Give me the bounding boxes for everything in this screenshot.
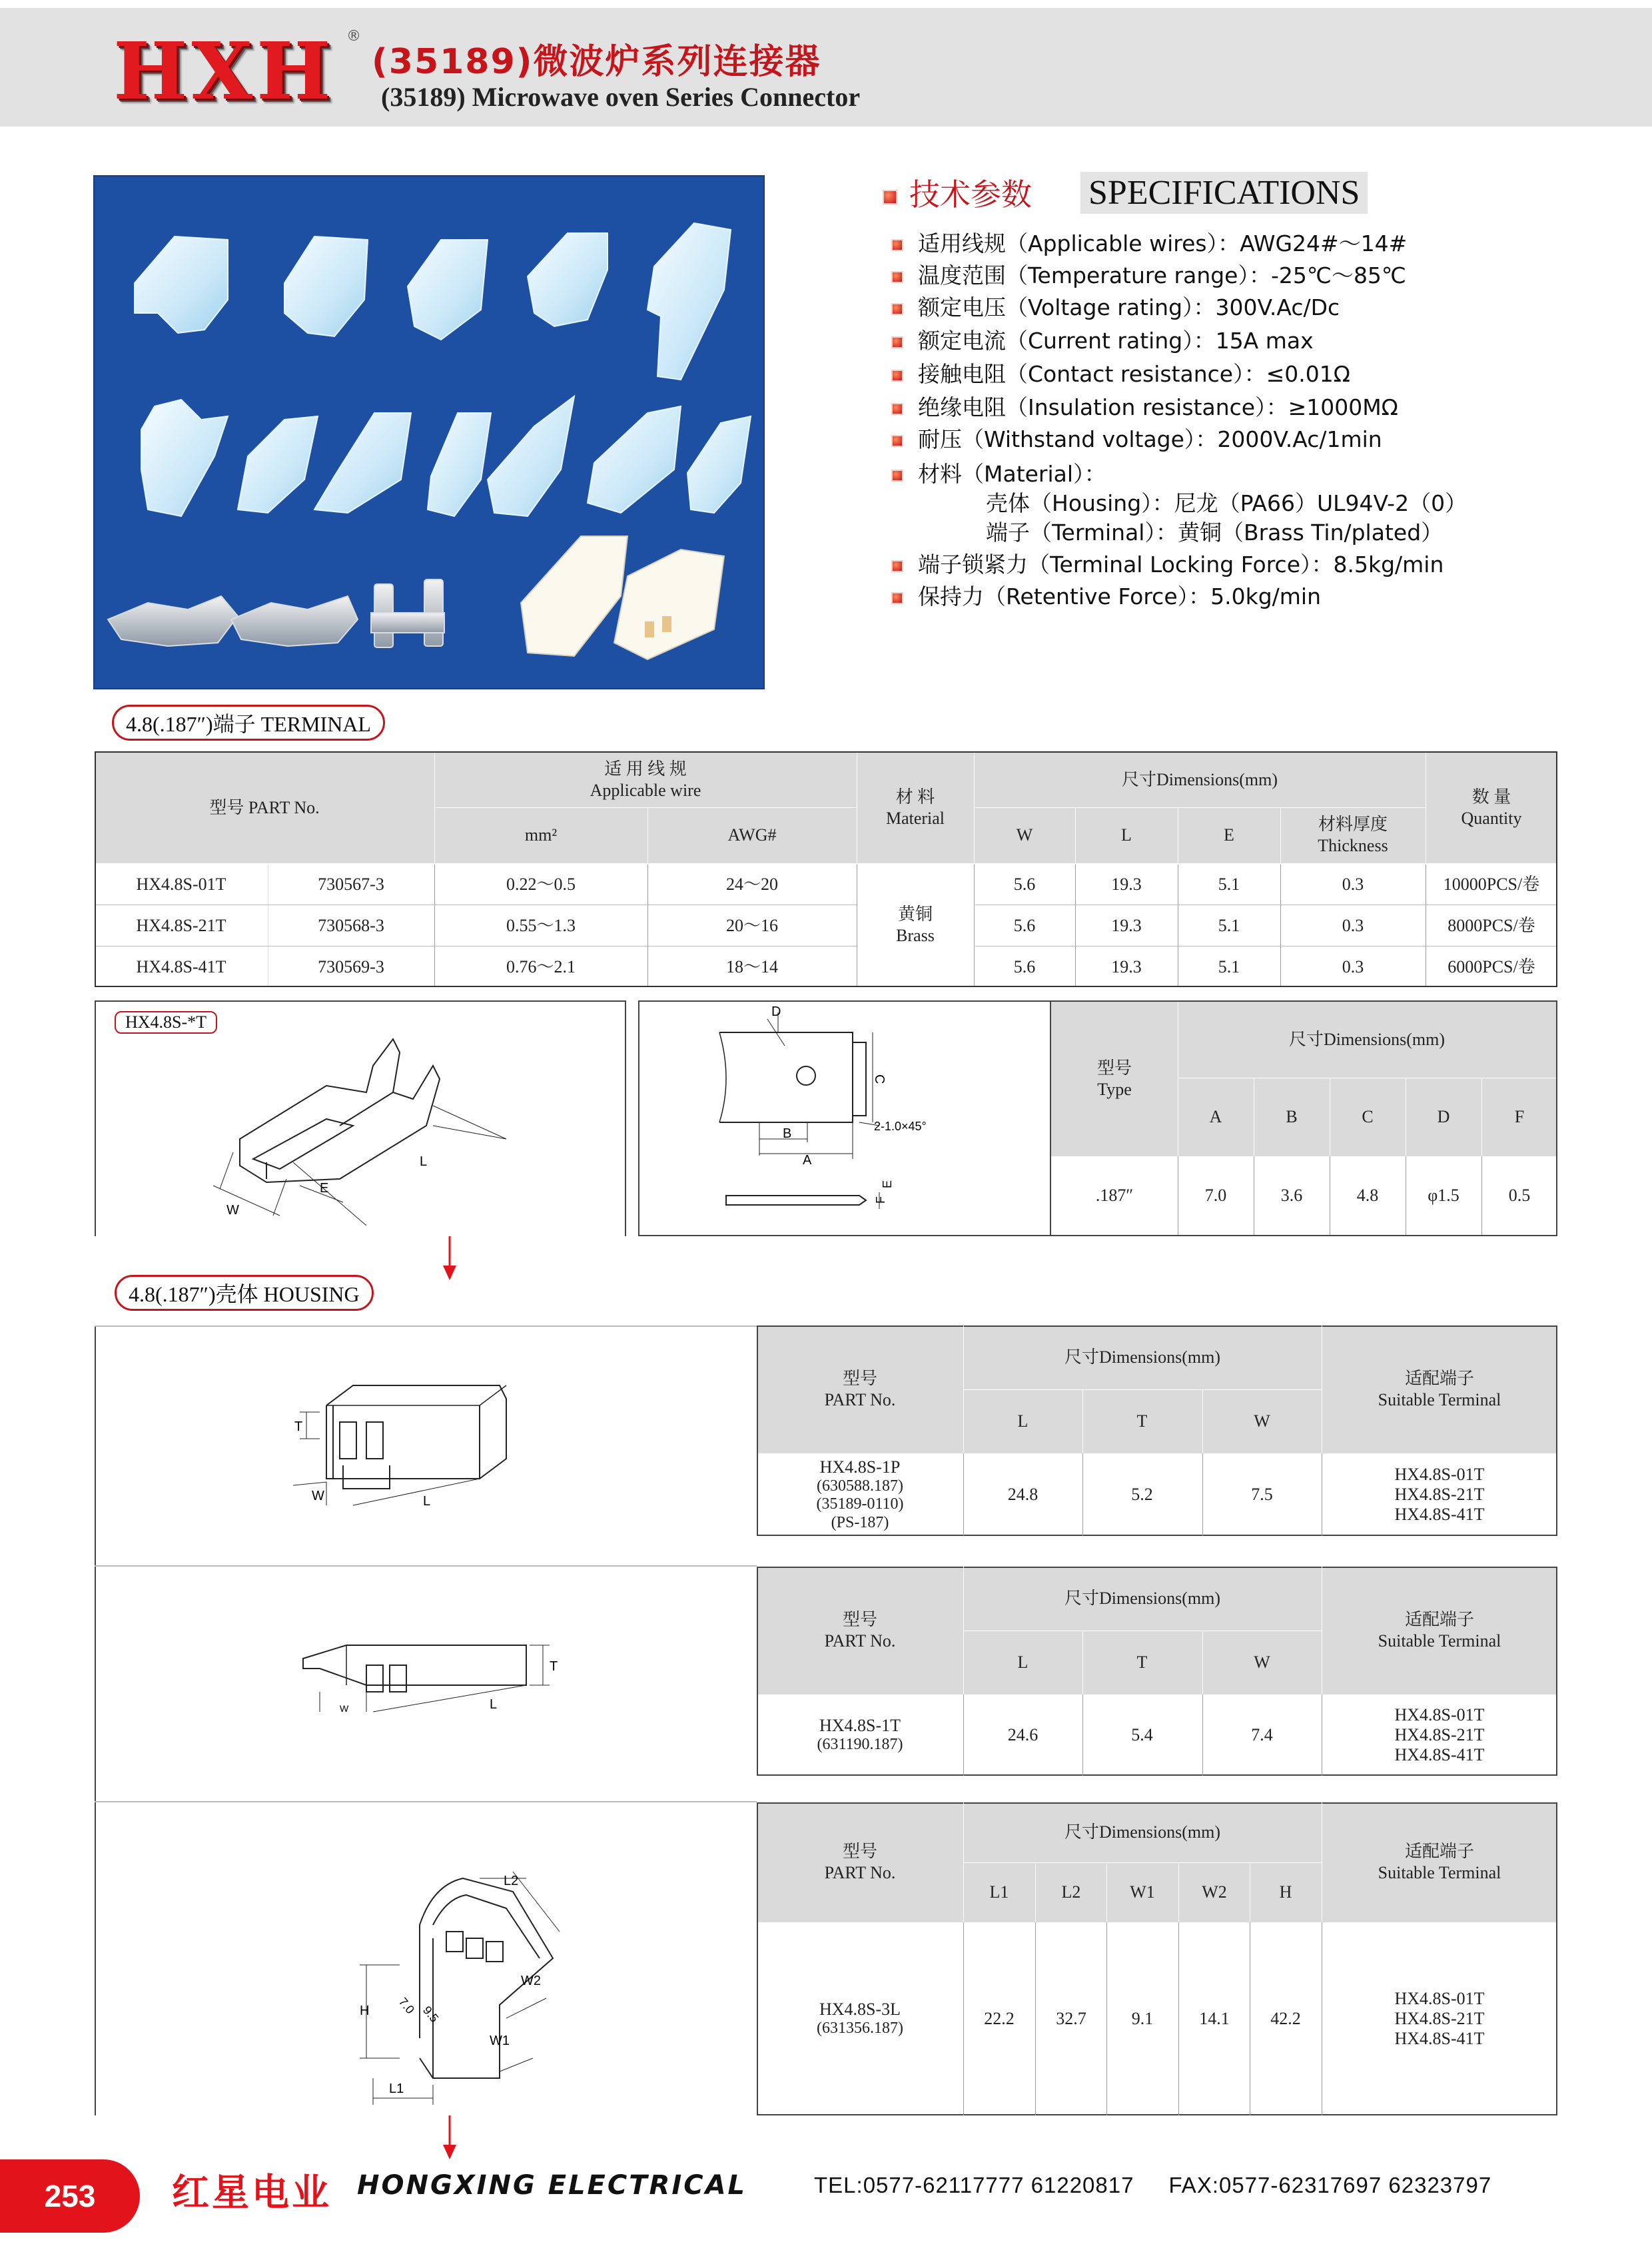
terminal-cell-mm2: 0.55～1.3 bbox=[506, 915, 576, 935]
terminal-cell-w: 5.6 bbox=[1013, 915, 1036, 935]
bullet-icon bbox=[891, 403, 903, 415]
col-dimensions: 尺寸Dimensions(mm) bbox=[1122, 769, 1278, 789]
housing-col-header: L2 bbox=[1061, 1882, 1081, 1902]
spec-row: 耐压（Withstand voltage）：2000V.Ac/1min bbox=[891, 422, 1382, 454]
terminal-section-label: 4.8(.187″)端子 TERMINAL bbox=[112, 705, 385, 741]
col-suitable-terminal: 适配端子 Suitable Terminal bbox=[1378, 1368, 1501, 1409]
type-col-value: 3.6 bbox=[1280, 1185, 1303, 1205]
spec-row: 额定电压（Voltage rating）：300V.Ac/Dc bbox=[891, 290, 1340, 322]
housing-col-value: 42.2 bbox=[1270, 2008, 1301, 2028]
col-material: 材 料 Material bbox=[885, 787, 945, 828]
housing-col-header: W bbox=[1254, 1411, 1270, 1431]
terminal-cell-qty: 8000PCS/卷 bbox=[1447, 915, 1535, 935]
terminal-cell-awg: 18～14 bbox=[725, 956, 778, 976]
dim-letter-l: L bbox=[420, 1154, 428, 1169]
spec-row: 温度范围（Temperature range）：-25℃～85℃ bbox=[891, 258, 1406, 290]
housing-col-header: L bbox=[1017, 1652, 1029, 1672]
terminal-cell-awg: 24～20 bbox=[725, 874, 778, 894]
dim-letter-w2: W2 bbox=[521, 1974, 541, 1988]
terminal-drawing-label: HX4.8S-*T bbox=[115, 1011, 217, 1034]
housing-col-header: W bbox=[1254, 1652, 1270, 1672]
housing-3l-drawing bbox=[346, 1858, 600, 2111]
brand-name-en: HONGXING ELECTRICAL bbox=[357, 2170, 747, 2201]
terminal-cell-w: 5.6 bbox=[1013, 874, 1036, 894]
brand-name-cn: 红星电业 bbox=[172, 2171, 332, 2215]
terminal-cell-part: HX4.8S-01T bbox=[136, 874, 226, 894]
dim-letter-a: A bbox=[803, 1153, 812, 1168]
housing-part-no: HX4.8S-1P (630588.187) (35189-0110) (PS-187) bbox=[816, 1457, 904, 1531]
col-awg: AWG# bbox=[727, 825, 777, 845]
dim-letter-e2: E bbox=[881, 1180, 894, 1188]
housing-col-value: 14.1 bbox=[1199, 2008, 1230, 2028]
type-col-value: 4.8 bbox=[1356, 1185, 1379, 1205]
company-logo: HXH bbox=[113, 25, 335, 117]
spec-row: 壳体（Housing）：尼龙（PA66）UL94V-2（0） bbox=[986, 490, 1467, 516]
col-dimensions: 尺寸Dimensions(mm) bbox=[1064, 1347, 1220, 1367]
housing-col-header: L bbox=[1017, 1411, 1029, 1431]
housing-col-value: 24.6 bbox=[1007, 1724, 1038, 1744]
bullet-icon bbox=[891, 271, 903, 283]
bullet-icon bbox=[891, 560, 903, 572]
terminal-cell-part: HX4.8S-21T bbox=[136, 915, 226, 935]
terminal-cell-t: 0.3 bbox=[1342, 915, 1364, 935]
col-quantity: 数 量 Quantity bbox=[1461, 787, 1522, 828]
terminal-cell-alt: 730567-3 bbox=[318, 874, 384, 894]
housing-col-value: 5.2 bbox=[1131, 1484, 1153, 1504]
terminal-cell-qty: 10000PCS/卷 bbox=[1443, 874, 1540, 894]
col-w: W bbox=[1016, 825, 1033, 845]
spec-row: 材料（Material）： bbox=[891, 457, 1106, 488]
arrow-down-icon bbox=[440, 2115, 460, 2162]
col-l: L bbox=[1121, 825, 1132, 845]
col-dimensions: 尺寸Dimensions(mm) bbox=[1064, 1822, 1220, 1842]
spec-row: 绝缘电阻（Insulation resistance）：≥1000MΩ bbox=[891, 390, 1398, 422]
col-suitable-terminal: 适配端子 Suitable Terminal bbox=[1378, 1841, 1501, 1882]
terminal-cell-mm2: 0.22～0.5 bbox=[506, 874, 576, 894]
arrow-down-icon bbox=[440, 1236, 460, 1283]
connector-photo-illustration bbox=[95, 177, 763, 688]
type-col-header: F bbox=[1514, 1106, 1525, 1126]
col-e: E bbox=[1224, 825, 1234, 845]
terminal-perspective-drawing bbox=[193, 1026, 540, 1226]
housing-col-value: 32.7 bbox=[1056, 2008, 1086, 2028]
dim-letter-l: L bbox=[490, 1697, 498, 1712]
terminal-cell-qty: 6000PCS/卷 bbox=[1447, 956, 1535, 976]
housing-col-header: L1 bbox=[989, 1882, 1009, 1902]
housing-col-value: 9.1 bbox=[1131, 2008, 1154, 2028]
col-type: 型号 Type bbox=[1096, 1058, 1132, 1099]
housing-suitable-terminals: HX4.8S-01T HX4.8S-21T HX4.8S-41T bbox=[1394, 1989, 1485, 2048]
spec-row: 接触电阻（Contact resistance）：≤0.01Ω bbox=[891, 357, 1350, 388]
dim-letter-l1: L1 bbox=[389, 2081, 404, 2096]
type-col-header: A bbox=[1209, 1106, 1222, 1126]
dim-letter-t: T bbox=[550, 1659, 558, 1674]
bullet-icon bbox=[891, 239, 903, 251]
dim-letter-l2: L2 bbox=[504, 1874, 519, 1888]
dim-7-0: 7.0 bbox=[396, 1995, 418, 2017]
spec-row: 端子锁紧力（Terminal Locking Force）：8.5kg/min bbox=[891, 548, 1444, 579]
material-cell: 黄铜 Brass bbox=[896, 904, 935, 945]
spec-row: 端子（Terminal）：黄铜（Brass Tin/plated） bbox=[986, 520, 1444, 546]
type-col-value: 0.5 bbox=[1508, 1185, 1531, 1205]
col-type-dims: 尺寸Dimensions(mm) bbox=[1289, 1029, 1445, 1049]
housing-part-no: HX4.8S-1T (631190.187) bbox=[817, 1716, 903, 1754]
col-dimensions: 尺寸Dimensions(mm) bbox=[1064, 1588, 1220, 1608]
terminal-cell-e: 5.1 bbox=[1218, 874, 1240, 894]
dim-letter-w1: W1 bbox=[490, 2034, 510, 2048]
col-suitable-terminal: 适配端子 Suitable Terminal bbox=[1378, 1609, 1501, 1651]
type-col-header: D bbox=[1437, 1106, 1450, 1126]
col-part-no: 型号 PART No. bbox=[209, 797, 320, 817]
bullet-icon bbox=[891, 470, 903, 482]
col-part-no: 型号 PART No. bbox=[824, 1609, 896, 1651]
housing-col-value: 7.4 bbox=[1251, 1724, 1273, 1744]
contact-info bbox=[814, 2173, 1491, 2198]
type-col-value: φ1.5 bbox=[1428, 1185, 1459, 1205]
dim-letter-b: B bbox=[783, 1126, 792, 1141]
terminal-cell-alt: 730568-3 bbox=[318, 915, 384, 935]
terminal-cell-w: 5.6 bbox=[1013, 956, 1036, 976]
dim-chamfer: 2-1.0×45° bbox=[874, 1120, 927, 1133]
housing-suitable-terminals: HX4.8S-01T HX4.8S-21T HX4.8S-41T bbox=[1394, 1465, 1485, 1524]
housing-col-header: T bbox=[1136, 1652, 1148, 1672]
page-number: 253 bbox=[0, 2159, 140, 2233]
housing-col-header: T bbox=[1136, 1411, 1148, 1431]
dim-letter-c: C bbox=[872, 1074, 887, 1084]
product-photo bbox=[93, 175, 765, 689]
spec-row: 保持力（Retentive Force）：5.0kg/min bbox=[891, 579, 1321, 611]
dim-letter-w: W bbox=[226, 1203, 239, 1218]
dim-letter-l: L bbox=[423, 1494, 431, 1509]
terminal-cell-part: HX4.8S-41T bbox=[136, 956, 226, 976]
terminal-cell-e: 5.1 bbox=[1218, 915, 1240, 935]
bullet-icon bbox=[891, 370, 903, 382]
col-mm2: mm² bbox=[524, 825, 558, 845]
dim-letter-h: H bbox=[360, 2004, 370, 2018]
specs-title-cn: 技术参数 bbox=[883, 171, 1032, 214]
housing-col-value: 7.5 bbox=[1251, 1484, 1273, 1504]
dim-letter-t: T bbox=[294, 1419, 303, 1434]
spec-row: 适用线规（Applicable wires）：AWG24#～14# bbox=[891, 226, 1407, 258]
housing-part-no: HX4.8S-3L (631356.187) bbox=[817, 2000, 903, 2038]
dim-letter-e: E bbox=[320, 1181, 329, 1196]
dim-9-5: 9.5 bbox=[420, 2003, 442, 2025]
type-value: .187″ bbox=[1095, 1185, 1134, 1205]
terminal-cell-l: 19.3 bbox=[1111, 956, 1142, 976]
bullet-icon bbox=[891, 303, 903, 315]
housing-col-value: 24.8 bbox=[1007, 1484, 1038, 1504]
housing-col-header: W2 bbox=[1202, 1882, 1227, 1902]
bullet-icon bbox=[891, 336, 903, 348]
col-part-no: 型号 PART No. bbox=[824, 1368, 896, 1409]
terminal-cell-e: 5.1 bbox=[1218, 956, 1240, 976]
housing-col-header: H bbox=[1279, 1882, 1292, 1902]
spec-row: 额定电流（Current rating）：15A max bbox=[891, 324, 1314, 355]
dim-letter-w: W bbox=[340, 1703, 349, 1714]
col-applicable-wire: 适 用 线 规 Applicable wire bbox=[590, 759, 701, 800]
registered-mark: ® bbox=[346, 28, 361, 45]
dim-letter-w: W bbox=[312, 1489, 324, 1503]
terminal-cell-t: 0.3 bbox=[1342, 956, 1364, 976]
terminal-tab-drawing bbox=[706, 1006, 1052, 1232]
page-title-en: (35189) Microwave oven Series Connector bbox=[381, 82, 861, 112]
housing-col-value: 22.2 bbox=[984, 2008, 1015, 2028]
type-col-header: B bbox=[1286, 1106, 1298, 1126]
terminal-cell-mm2: 0.76～2.1 bbox=[506, 956, 576, 976]
bullet-icon bbox=[891, 592, 903, 604]
type-col-value: 7.0 bbox=[1204, 1185, 1227, 1205]
housing-1p-drawing bbox=[280, 1372, 560, 1519]
bullet-icon bbox=[883, 190, 897, 204]
housing-col-header: W1 bbox=[1130, 1882, 1155, 1902]
terminal-cell-alt: 730569-3 bbox=[318, 956, 384, 976]
phone-numbers: TEL:0577-62117777 61220817 bbox=[814, 2173, 1134, 2197]
housing-left-rule bbox=[95, 1325, 96, 2115]
terminal-cell-l: 19.3 bbox=[1111, 915, 1142, 935]
fax-numbers: FAX:0577-62317697 62323797 bbox=[1168, 2173, 1492, 2197]
page-title-cn: (35189)微波炉系列连接器 bbox=[372, 42, 821, 82]
housing-col-value: 5.4 bbox=[1131, 1724, 1153, 1744]
terminal-cell-t: 0.3 bbox=[1342, 874, 1364, 894]
terminal-cell-l: 19.3 bbox=[1111, 874, 1142, 894]
housing-1t-drawing bbox=[293, 1619, 573, 1738]
terminal-cell-awg: 20～16 bbox=[725, 915, 778, 935]
housing-suitable-terminals: HX4.8S-01T HX4.8S-21T HX4.8S-41T bbox=[1394, 1705, 1485, 1764]
dim-letter-f: F bbox=[874, 1196, 887, 1204]
col-part-no: 型号 PART No. bbox=[824, 1841, 896, 1882]
type-col-header: C bbox=[1362, 1106, 1374, 1126]
specs-title-en: SPECIFICATIONS bbox=[1080, 172, 1368, 214]
bullet-icon bbox=[891, 435, 903, 447]
col-thickness: 材料厚度 Thickness bbox=[1318, 814, 1388, 855]
dim-letter-d: D bbox=[771, 1006, 781, 1019]
housing-section-label: 4.8(.187″)壳体 HOUSING bbox=[115, 1275, 374, 1311]
